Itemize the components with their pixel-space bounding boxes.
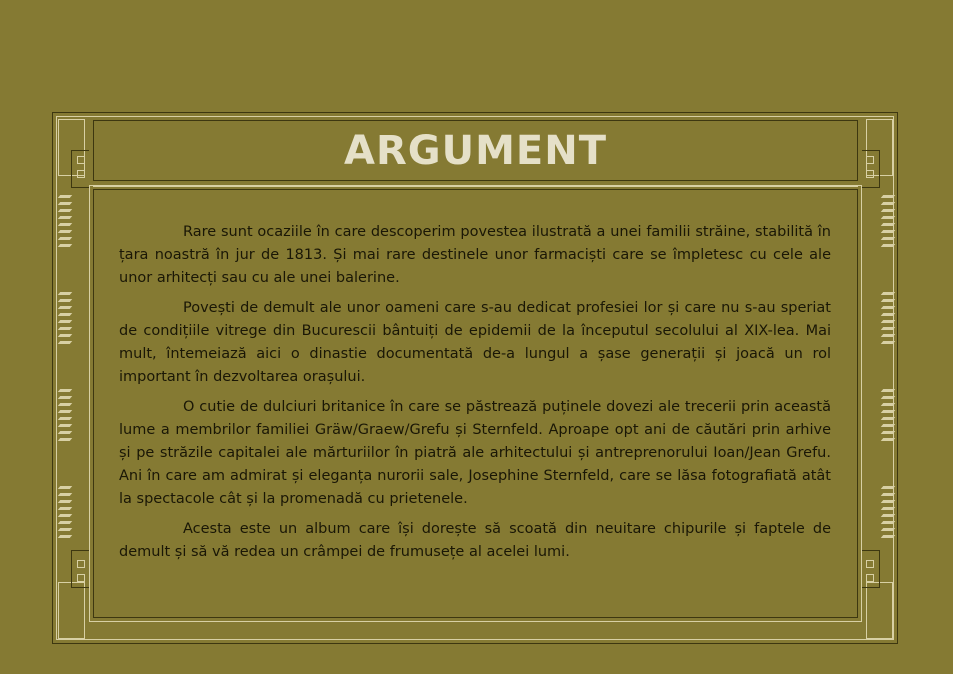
paragraph: O cutie de dulciuri britanice în care se păstrează puținele dovezi ale trecerii prin această lume a membrilor familiei Gräw/Graew/Grefu și Sternfeld. Aproape opt ani de căutări prin arhive și pe străzile capitalei ale mărturiilor în piatră ale arhitectului și antreprenorului Ioan/Jean Grefu. Ani în care am admirat și eleganța nurorii sale, Josephine Sternfeld, care se lăsa fotografiată atât la spectacole cât și la promenadă cu prietenele. bbox=[119, 399, 831, 507]
left-top-square-2 bbox=[77, 170, 85, 178]
left-dashes-2 bbox=[59, 292, 71, 348]
left-top-square-1 bbox=[77, 156, 85, 164]
right-top-square-1 bbox=[866, 156, 874, 164]
left-bottom-square-2 bbox=[77, 574, 85, 582]
right-bottom-bar bbox=[866, 582, 893, 639]
left-dashes-1 bbox=[59, 195, 71, 251]
left-bottom-bracket bbox=[71, 550, 89, 588]
left-dashes-3 bbox=[59, 389, 71, 445]
paragraph: Acesta este un album care își dorește să scoată din neuitare chipurile și faptele de demult și să vă redea un crâmpei de frumusețe al acelei lumi. bbox=[119, 521, 831, 560]
right-bottom-bracket bbox=[862, 550, 880, 588]
page-title: ARGUMENT bbox=[344, 127, 607, 174]
left-dashes-4 bbox=[59, 486, 71, 542]
right-dashes-4 bbox=[882, 486, 894, 542]
right-dashes-2 bbox=[882, 292, 894, 348]
paragraph: Povești de demult ale unor oameni care s-au dedicat profesiei lor și care nu s-au speriat de condițiile vitrege din Bucurescii bântuiți de epidemii de la începutul secolului al XIX-lea. Mai mult, întemeiază aici o dinastie documentată de-a lungul a șase generații și joacă un rol important în dezvoltarea orașului. bbox=[119, 300, 831, 385]
right-top-square-2 bbox=[866, 170, 874, 178]
right-dashes-1 bbox=[882, 195, 894, 251]
body-text bbox=[119, 221, 831, 571]
right-bottom-square-2 bbox=[866, 574, 874, 582]
left-bottom-bar bbox=[58, 582, 85, 639]
left-bottom-square-1 bbox=[77, 560, 85, 568]
right-dashes-3 bbox=[882, 389, 894, 445]
paragraph: Rare sunt ocaziile în care descoperim povestea ilustrată a unei familii străine, stabilită în țara noastră în jur de 1813. Și mai rare destinele unor farmaciști care se împletesc cu cele ale unor arhitecți sau cu ale unei balerine. bbox=[119, 224, 831, 286]
right-bottom-square-1 bbox=[866, 560, 874, 568]
